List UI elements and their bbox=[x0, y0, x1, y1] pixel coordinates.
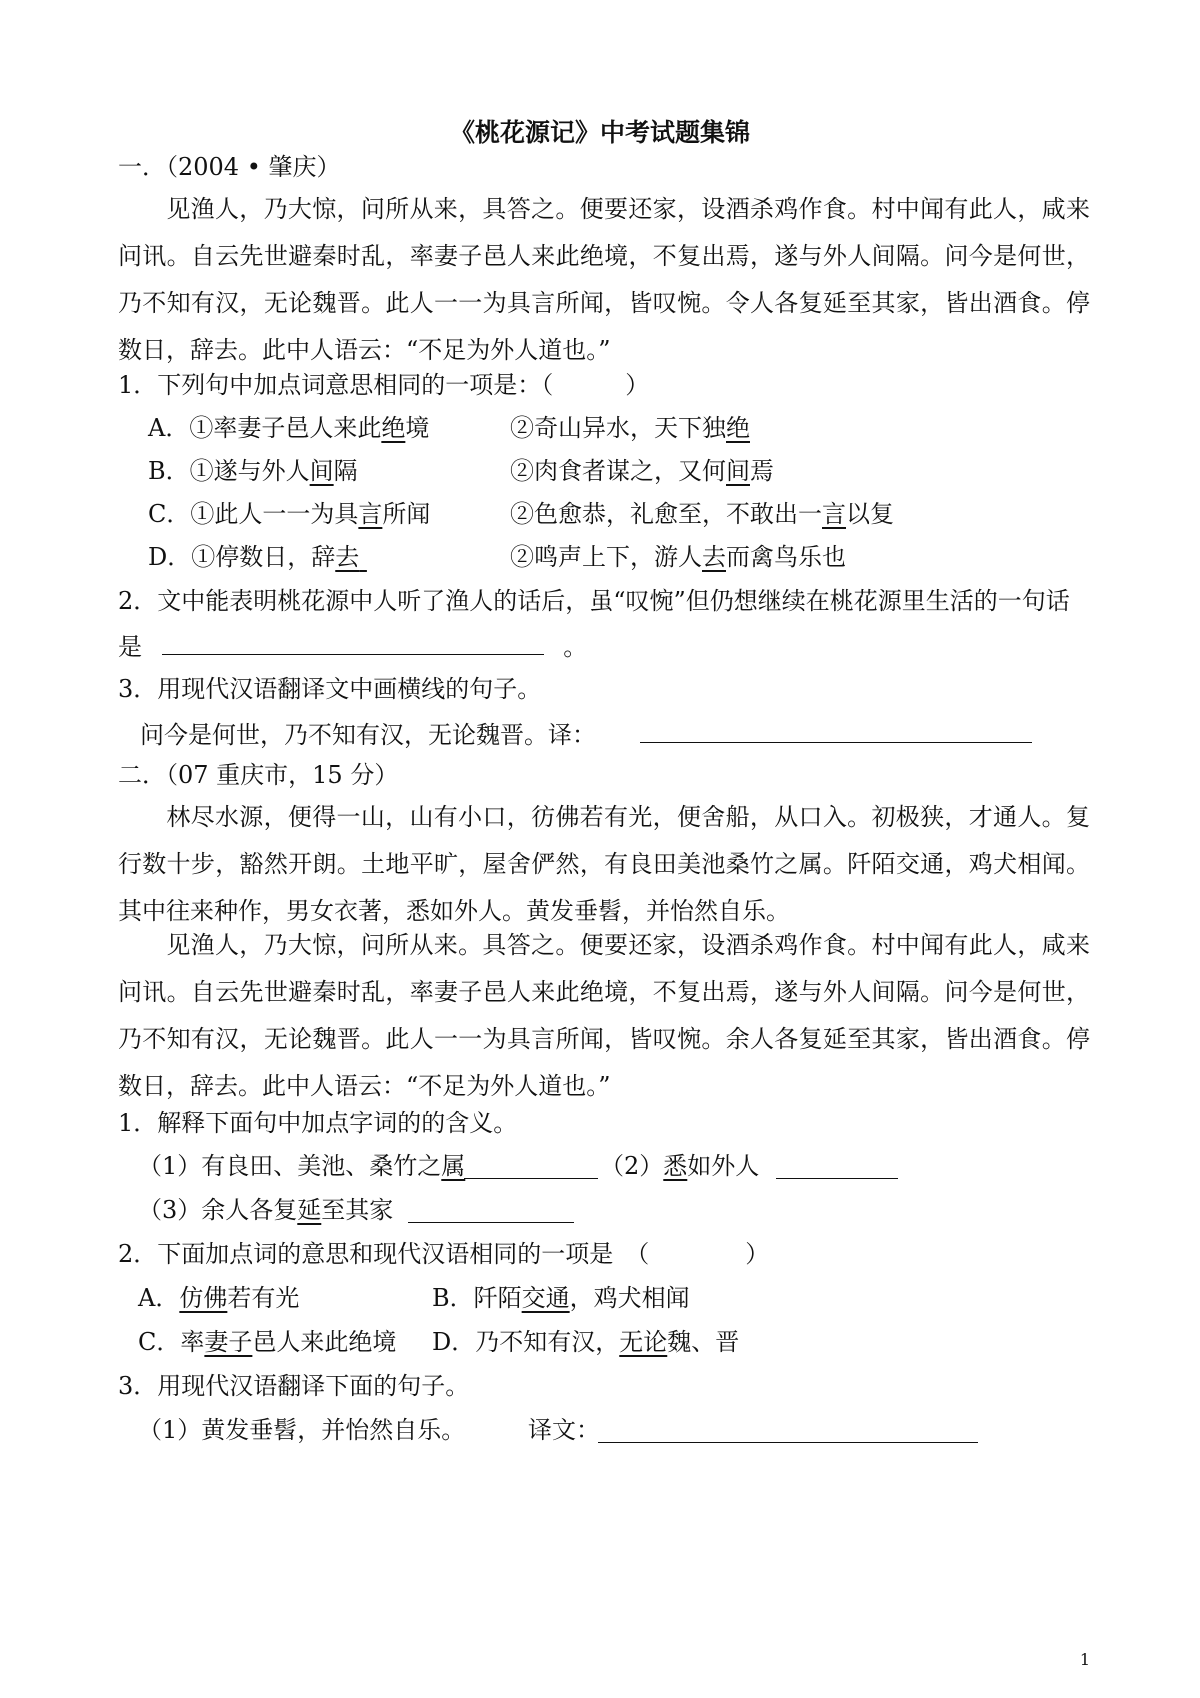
document-title: 《桃花源记》中考试题集锦 bbox=[449, 118, 750, 147]
item-text: 如外人 bbox=[687, 1152, 760, 1180]
option-text: ①率妻子邑人来此 bbox=[189, 414, 382, 442]
q1-item-2 bbox=[600, 1149, 759, 1183]
item-text: 至其家 bbox=[321, 1196, 394, 1224]
question-text: 。 bbox=[563, 633, 588, 661]
option-text: ②奇山异水，天下独 bbox=[510, 414, 726, 442]
option-d-second bbox=[510, 540, 846, 574]
section-2-question-3: 3．用现代汉语翻译下面的句子。 bbox=[118, 1372, 470, 1400]
option-label: C． bbox=[138, 1328, 181, 1356]
dotted-word: 妻子 bbox=[204, 1328, 253, 1356]
dotted-word: 言 bbox=[358, 500, 383, 528]
option-text: ②肉食者谋之，又何 bbox=[510, 457, 726, 485]
option-label: B． bbox=[148, 457, 190, 485]
option-text: ②鸣声上下，游人 bbox=[510, 543, 702, 571]
option-text: 境 bbox=[405, 414, 430, 442]
option-label: B． bbox=[432, 1284, 474, 1312]
translation-blank[interactable] bbox=[640, 716, 1032, 743]
dotted-word: 属 bbox=[441, 1152, 466, 1180]
dotted-word: 绝 bbox=[381, 414, 406, 442]
dotted-word: 延 bbox=[297, 1196, 322, 1224]
section-1-passage-text: 见渔人，乃大惊，问所从来，具答之。便要还家，设酒杀鸡作食。村中闻有此人，咸来问讯。自云先世避秦时乱，率妻子邑人来此绝境，不复出焉，遂与外人间隔。问今是何世，乃不知有汉，无论魏晋。此人一一为具言所闻，皆叹惋。令人各复延至其家，皆出酒食。停数日，辞去。此中人语云：“不足为外人道也。” bbox=[118, 195, 1090, 364]
option-label: A． bbox=[138, 1284, 180, 1312]
section-2-question-1: 1．解释下面句中加点字词的的含义。 bbox=[118, 1109, 518, 1137]
option-text: 所闻 bbox=[382, 500, 431, 528]
section-2-passage-1 bbox=[118, 794, 1090, 935]
dotted-word: 绝 bbox=[726, 414, 750, 442]
answer-blank[interactable] bbox=[162, 628, 544, 655]
option-text: 而禽鸟乐也 bbox=[726, 543, 846, 571]
dotted-word: 交通 bbox=[521, 1284, 570, 1312]
question-text: 是 bbox=[118, 633, 142, 661]
option-label: A． bbox=[148, 414, 190, 442]
answer-blank-1[interactable] bbox=[464, 1152, 598, 1179]
option-b-second bbox=[510, 454, 774, 488]
section-1-question-2-answer-line bbox=[118, 628, 1090, 662]
option-b-first bbox=[148, 454, 358, 488]
item-text: （1）有良田、美池、桑竹之 bbox=[138, 1152, 442, 1180]
option-label: D． bbox=[148, 543, 192, 571]
option-label: C． bbox=[148, 500, 191, 528]
option-text: 隔 bbox=[333, 457, 358, 485]
dotted-word: 悉 bbox=[663, 1152, 688, 1180]
q1-item-3 bbox=[138, 1193, 393, 1227]
dotted-word: 仿佛 bbox=[179, 1284, 228, 1312]
option-text: 焉 bbox=[750, 457, 774, 485]
item-text: （2） bbox=[600, 1152, 664, 1180]
section-1-question-3-sentence bbox=[140, 716, 1090, 750]
translation-blank-2[interactable] bbox=[598, 1416, 978, 1443]
answer-blank-3[interactable] bbox=[408, 1196, 574, 1223]
question-text: 问今是何世，乃不知有汉，无论魏晋。译： bbox=[140, 721, 596, 749]
option-text: 邑人来此绝境 bbox=[252, 1328, 397, 1356]
option-d-first bbox=[148, 540, 371, 574]
option-text: ①停数日，辞 bbox=[191, 543, 336, 571]
dotted-word: 言 bbox=[822, 500, 846, 528]
q3-item-1: （1）黄发垂髫，并怡然自乐。 bbox=[138, 1416, 466, 1444]
option-text: 以复 bbox=[846, 500, 894, 528]
option-label: D． bbox=[432, 1328, 476, 1356]
dotted-word: 间 bbox=[309, 457, 334, 485]
option-text: ，鸡犬相闻 bbox=[569, 1284, 690, 1312]
section-2-passage-2-text: 见渔人，乃大惊，问所从来。具答之。便要还家，设酒杀鸡作食。村中闻有此人，咸来问讯。自云先世避秦时乱，率妻子邑人来此绝境，不复出焉，遂与外人间隔。问今是何世，乃不知有汉，无论魏晋。此人一一为具言所闻，皆叹惋。余人各复延至其家，皆出酒食。停数日，辞去。此中人语云：“不足为外人道也。” bbox=[118, 931, 1090, 1100]
q1-item-1 bbox=[138, 1149, 465, 1183]
section-1-question-1: 1．下列句中加点词意思相同的一项是：（ ） bbox=[118, 371, 650, 399]
option-text: ②色愈恭，礼愈至，不敢出一 bbox=[510, 500, 822, 528]
option-text: 乃不知有汉， bbox=[475, 1328, 620, 1356]
dotted-word: 无论 bbox=[619, 1328, 668, 1356]
answer-blank-2[interactable] bbox=[776, 1152, 898, 1179]
q2-option-a bbox=[138, 1281, 299, 1315]
dotted-word: 去 bbox=[702, 543, 726, 571]
option-c-first bbox=[148, 497, 430, 531]
q2-option-b bbox=[432, 1281, 690, 1315]
q2-option-c bbox=[138, 1325, 396, 1359]
option-c-second bbox=[510, 497, 894, 531]
section-1-heading: 一．（2004 • 肇庆） bbox=[118, 153, 341, 181]
section-2-question-2: 2．下面加点词的意思和现代汉语相同的一项是 （ ） bbox=[118, 1240, 770, 1268]
section-1-passage bbox=[118, 186, 1090, 374]
option-text: 率 bbox=[180, 1328, 205, 1356]
option-text: 若有光 bbox=[227, 1284, 300, 1312]
option-a-second bbox=[510, 411, 750, 445]
dotted-word: 间 bbox=[726, 457, 750, 485]
section-1-question-2: 2．文中能表明桃花源中人听了渔人的话后，虽“叹惋”但仍想继续在桃花源里生活的一句话 bbox=[118, 587, 1070, 615]
q2-option-d bbox=[432, 1325, 739, 1359]
section-2-passage-2 bbox=[118, 922, 1090, 1110]
option-text: ①遂与外人 bbox=[189, 457, 310, 485]
option-a-first bbox=[148, 411, 429, 445]
translation-label: 译文： bbox=[528, 1416, 600, 1444]
underline-tail bbox=[359, 540, 371, 574]
section-2-heading: 二．（07 重庆市，15 分） bbox=[118, 761, 399, 789]
option-text: 阡陌 bbox=[473, 1284, 522, 1312]
page-number: 1 bbox=[1079, 1650, 1090, 1669]
option-text: ①此人一一为具 bbox=[190, 500, 359, 528]
section-2-passage-1-text: 林尽水源，便得一山，山有小口，彷佛若有光，便舍船，从口入。初极狭，才通人。复行数十步，豁然开朗。土地平旷，屋舍俨然，有良田美池桑竹之属。阡陌交通，鸡犬相闻。其中往来种作，男女衣著，悉如外人。黄发垂髫，并怡然自乐。 bbox=[118, 803, 1090, 925]
section-1-question-3: 3．用现代汉语翻译文中画横线的句子。 bbox=[118, 675, 542, 703]
option-text: 魏、晋 bbox=[667, 1328, 740, 1356]
item-text: （3）余人各复 bbox=[138, 1196, 298, 1224]
dotted-word: 去 bbox=[335, 543, 360, 571]
